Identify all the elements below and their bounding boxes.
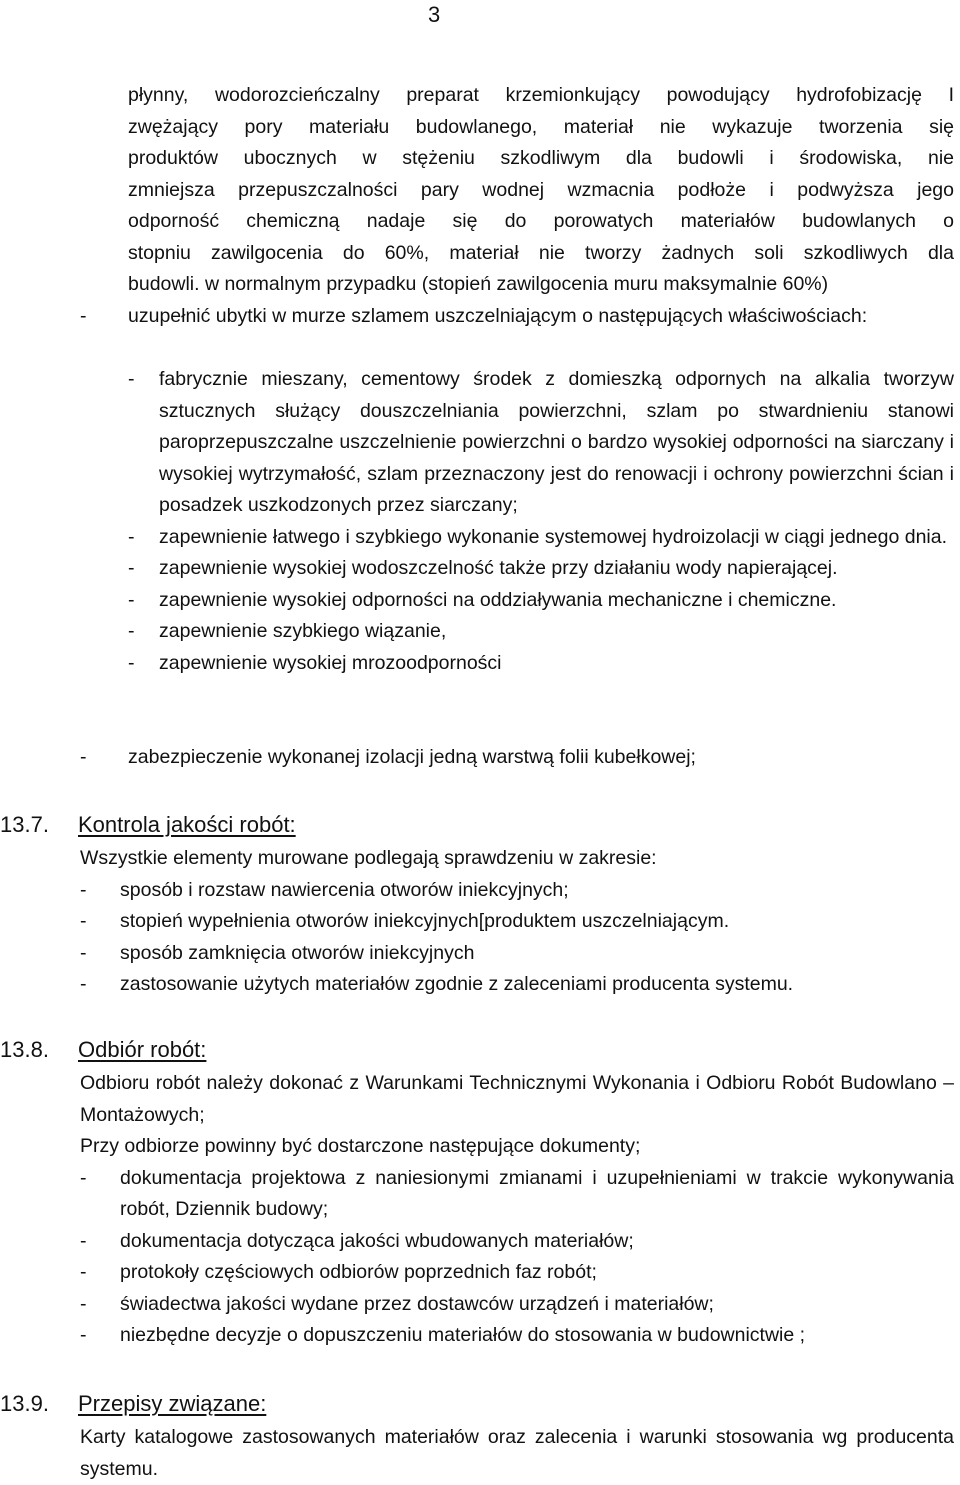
section-heading-13-9 — [0, 1389, 266, 1419]
list-dash: - — [128, 525, 135, 548]
list-dash: - — [128, 557, 135, 579]
list-item-text: zastosowanie użytych materiałów zgodnie z zaleceniami producenta systemu. — [120, 973, 794, 995]
section-title: Kontrola jakości robót: — [78, 812, 296, 837]
list-item — [80, 1257, 954, 1289]
list-item-text: zapewnienie łatwego i szybkiego wykonanie systemowej hydroizolacji w ciągi jednego dnia. — [159, 525, 948, 548]
list-item — [80, 1289, 954, 1321]
list-dash: - — [80, 1229, 87, 1252]
list-item-text: zapewnienie szybkiego wiązanie, — [159, 620, 447, 642]
list-item — [80, 969, 954, 1001]
protection-item — [80, 742, 954, 774]
list-dash: - — [80, 305, 87, 327]
section-13-7-body — [80, 843, 954, 1001]
list-dash: - — [80, 878, 87, 901]
list-item — [128, 364, 954, 522]
list-item-text: zapewnienie wysokiej wodoszczelność także przy działaniu wody napierającej. — [159, 557, 838, 579]
section-heading-13-8 — [0, 1035, 206, 1065]
list-item — [80, 875, 954, 907]
list-item-text: zapewnienie wysokiej odporności na oddziaływania mechaniczne i chemiczne. — [159, 588, 837, 611]
section-paragraph: Karty katalogowe zastosowanych materiałów oraz zalecenia i warunki stosowania wg producenta systemu. — [80, 1426, 954, 1480]
list-item — [80, 938, 954, 970]
list-item — [80, 1226, 954, 1258]
list-item-text: sposób i rozstaw nawiercenia otworów iniekcyjnych; — [120, 878, 569, 901]
list-item-text: sposób zamknięcia otworów iniekcyjnych — [120, 941, 475, 964]
list-dash: - — [128, 588, 135, 611]
list-item-text: uzupełnić ubytki w murze szlamem uszczelniającym o następujących właściwościach: — [128, 305, 868, 327]
list-dash: - — [128, 651, 135, 674]
list-item-text: dokumentacja projektowa z naniesionymi zmianami i uzupełnieniami w trakcie wykonywania robót, Dziennik budowy; — [120, 1166, 954, 1220]
list-item-text: protokoły częściowych odbiorów poprzednich faz robót; — [120, 1261, 597, 1283]
list-item-text: dokumentacja dotycząca jakości wbudowanych materiałów; — [120, 1229, 634, 1252]
list-item — [80, 906, 954, 938]
section-heading-13-7 — [0, 810, 296, 840]
list-dash: - — [80, 1166, 87, 1189]
list-item — [128, 585, 954, 617]
paragraph-line: odporność chemiczną nadaje się do porowatych materiałów budowlanych o — [128, 210, 954, 232]
paragraph-line: zmniejsza przepuszczalności pary wodnej wzmacnia podłoże i podwyższa jego — [128, 178, 954, 201]
list-item — [128, 616, 954, 648]
paragraph-line: produktów ubocznych w stężeniu szkodliwym dla budowli i środowiska, nie — [128, 147, 954, 169]
list-item-text: niezbędne decyzje o dopuszczeniu materiałów do stosowania w budownictwie ; — [120, 1324, 806, 1346]
paragraph-line: budowli. w normalnym przypadku (stopień zawilgocenia muru maksymalnie 60%) — [128, 273, 829, 295]
list-item-text: fabrycznie mieszany, cementowy środek z domieszką odpornych na alkalia tworzyw sztucznych służący douszczelniania powierzchni, szlam po stwardnieniu stanowi paroprzepuszczalne uszczelnienie powierzchni o bardzo wysokiej odporności na siarczany i wysokiej wytrzymałość, szlam przeznaczony jest do renowacji i ochrony powierzchni ścian i posadzek uszkodzonych przez siarczany; — [159, 368, 954, 516]
paragraph-line: zwężający pory materiału budowlanego, materiał nie wykazuje tworzenia się — [128, 115, 954, 138]
paragraph-line: stopniu zawilgocenia do 60%, materiał nie tworzy żadnych soli szkodliwych dla — [128, 241, 954, 264]
section-title: Odbiór robót: — [78, 1037, 207, 1062]
list-item — [128, 553, 954, 585]
list-dash: - — [128, 620, 135, 642]
list-dash: - — [128, 368, 135, 390]
section-paragraph: Przy odbiorze powinny być dostarczone następujące dokumenty; — [80, 1135, 641, 1157]
section-13-9-body — [80, 1422, 954, 1485]
list-dash: - — [80, 973, 87, 995]
list-dash: - — [80, 1324, 87, 1346]
section-paragraph: Odbioru robót należy dokonać z Warunkami Technicznymi Wykonania i Odbioru Robót Budowlano – Montażowych; — [80, 1072, 954, 1126]
section-intro: Wszystkie elementy murowane podlegają sprawdzeniu w zakresie: — [80, 847, 657, 869]
list-item-text: zapewnienie wysokiej mrozoodporności — [159, 651, 502, 674]
list-item-text: stopień wypełnienia otworów iniekcyjnych[produktem uszczelniającym. — [120, 910, 730, 932]
list-item — [128, 648, 954, 680]
page-number: 3 — [428, 2, 441, 27]
intro-paragraph — [128, 80, 954, 301]
list-dash: - — [80, 941, 87, 964]
list-item — [80, 1320, 954, 1352]
list-item-text: świadectwa jakości wydane przez dostawców urządzeń i materiałów; — [120, 1292, 714, 1315]
list-dash: - — [80, 1292, 87, 1315]
section-title: Przepisy związane: — [78, 1391, 267, 1416]
section-number: 13.8. — [0, 1037, 49, 1062]
list-item — [80, 1163, 954, 1226]
section-13-8-body — [80, 1068, 954, 1352]
sub-list — [128, 364, 954, 679]
list-dash: - — [80, 910, 87, 932]
section-number: 13.7. — [0, 812, 49, 837]
list-dash: - — [80, 746, 87, 768]
fill-defects-item — [80, 301, 954, 333]
list-item — [128, 522, 954, 554]
paragraph-line: płynny, wodorozcieńczalny preparat krzemionkujący powodujący hydrofobizację I — [128, 84, 954, 106]
list-dash: - — [80, 1261, 87, 1283]
list-item-text: zabezpieczenie wykonanej izolacji jedną warstwą folii kubełkowej; — [128, 746, 696, 768]
section-number: 13.9. — [0, 1391, 49, 1416]
